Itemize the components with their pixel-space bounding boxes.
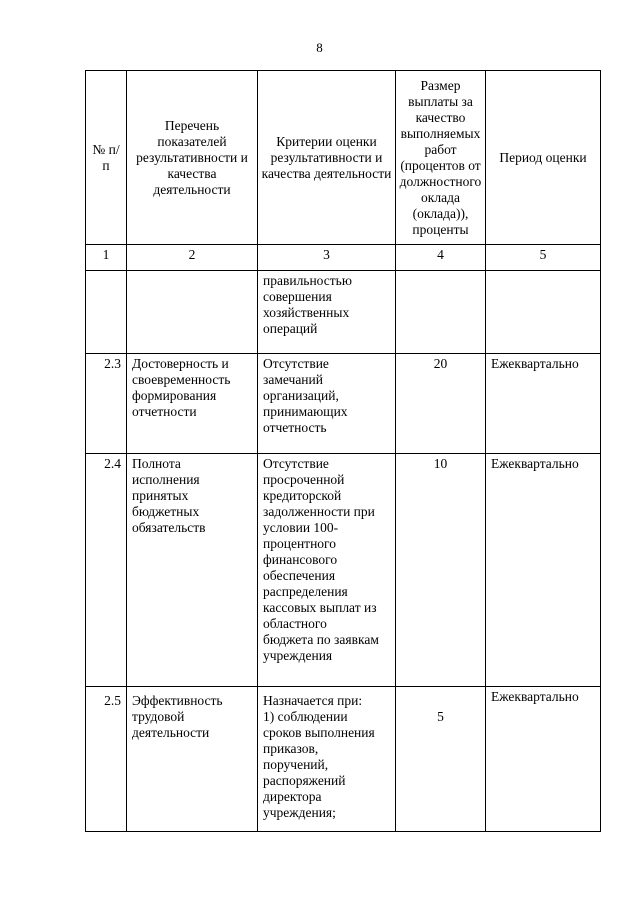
- column-number: 3: [258, 245, 396, 271]
- row-period: Ежеквартально: [486, 354, 601, 454]
- row-period: [486, 271, 601, 354]
- column-number: 5: [486, 245, 601, 271]
- column-number: 4: [396, 245, 486, 271]
- table-row: [86, 454, 601, 687]
- row-num: 2.4: [86, 454, 127, 687]
- table-row: [86, 687, 601, 832]
- criteria-table: [85, 70, 601, 832]
- table-header-row: [86, 71, 601, 245]
- row-indicator: Эффективность трудовой деятельности: [127, 687, 258, 832]
- header-indicator: Перечень показателей результативности и качества деятельности: [127, 71, 258, 245]
- row-size: 5: [396, 687, 486, 832]
- row-size: 10: [396, 454, 486, 687]
- row-period: Ежеквартально: [486, 454, 601, 687]
- row-criteria: правильностью совершения хозяйственных операций: [258, 271, 396, 354]
- row-criteria: Назначается при: 1) соблюдении сроков выполнения приказов, поручений, распоряжений директора учреждения;: [258, 687, 396, 832]
- row-period: Ежеквартально: [486, 687, 601, 832]
- table-row: [86, 271, 601, 354]
- column-number: 1: [86, 245, 127, 271]
- row-indicator: [127, 271, 258, 354]
- header-period: Период оценки: [486, 71, 601, 245]
- header-size: Размер выплаты за качество выполняемых работ (процентов от должностного оклада (оклада)), проценты: [396, 71, 486, 245]
- row-size: [396, 271, 486, 354]
- row-num: 2.3: [86, 354, 127, 454]
- row-num: [86, 271, 127, 354]
- row-criteria: Отсутствие замечаний организаций, принимающих отчетность: [258, 354, 396, 454]
- row-size: 20: [396, 354, 486, 454]
- column-number: 2: [127, 245, 258, 271]
- header-num: № п/п: [86, 71, 127, 245]
- row-num: 2.5: [86, 687, 127, 832]
- header-criteria: Критерии оценки результативности и качества деятельности: [258, 71, 396, 245]
- table-row: [86, 354, 601, 454]
- row-criteria: Отсутствие просроченной кредиторской задолженности при условии 100- процентного финансового обеспечения распределения кассовых выплат из областного бюджета по заявкам учреждения: [258, 454, 396, 687]
- page-number: 8: [316, 40, 323, 55]
- row-indicator: Достоверность и своевременность формирования отчетности: [127, 354, 258, 454]
- column-number-row: [86, 245, 601, 271]
- row-indicator: Полнота исполнения принятых бюджетных обязательств: [127, 454, 258, 687]
